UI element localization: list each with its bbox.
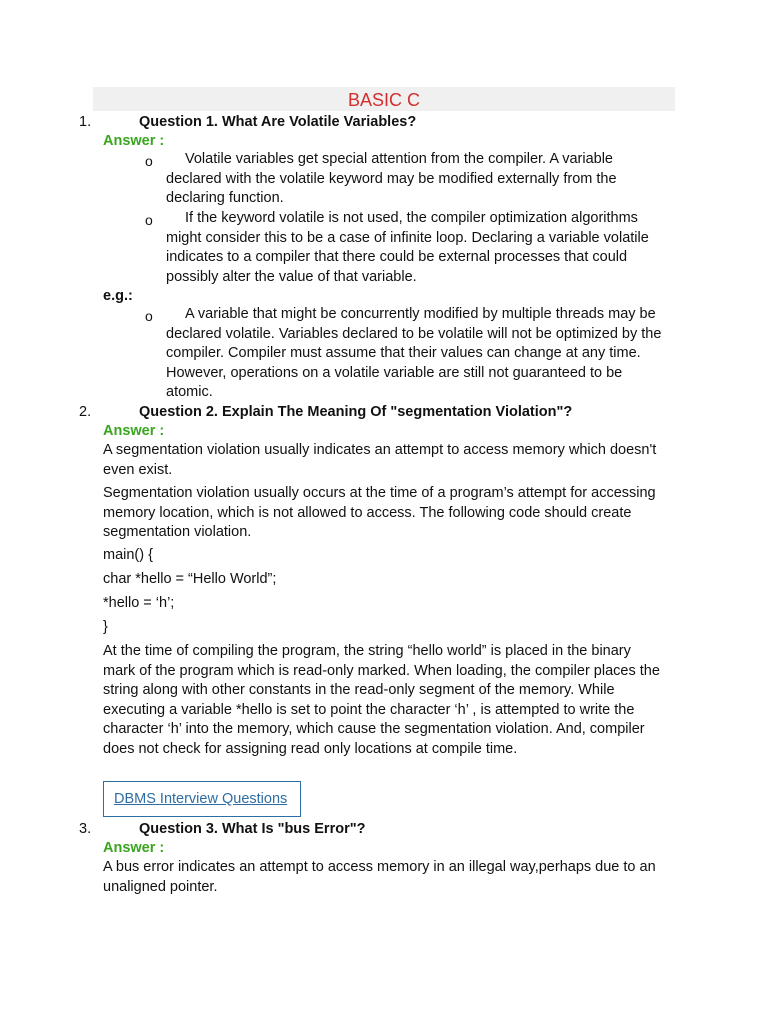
question-text: Question 3. What Is "bus Error"?: [139, 821, 366, 837]
answer-label: Answer :: [103, 423, 165, 439]
question-number: 3.: [79, 821, 92, 837]
question-text: Question 1. What Are Volatile Variables?: [139, 114, 417, 130]
bullet-marker: o: [145, 308, 153, 324]
dbms-interview-questions-link[interactable]: DBMS Interview Questions: [114, 791, 288, 807]
answer-label: Answer :: [103, 840, 165, 856]
bullet-marker: o: [145, 153, 153, 169]
question-2-heading: [0, 402, 768, 422]
answer-label: Answer :: [103, 133, 165, 149]
question-1-heading: [0, 112, 768, 132]
list-item: Volatile variables get special attention from the compiler. A variable declared with the volatile keyword may be modified externally from the declaring function.: [166, 151, 617, 206]
question-number: 1.: [79, 114, 92, 130]
question-number: 2.: [79, 404, 92, 420]
paragraph: A bus error indicates an attempt to access memory in an illegal way,perhaps due to an unaligned pointer.: [103, 859, 656, 895]
code-line: }: [103, 619, 108, 635]
code-line: main() {: [103, 547, 153, 563]
paragraph: A segmentation violation usually indicates an attempt to access memory which doesn't even exist.: [103, 442, 657, 478]
bullet-marker: o: [145, 212, 153, 228]
document-title: BASIC C: [93, 87, 675, 111]
paragraph: At the time of compiling the program, the string “hello world” is placed in the binary mark of the program which is read-only marked. When loading, the compiler places the string along with other constants in the read-only segment of the memory. While executing a variable *hello is set to point the character ‘h’ , is attempted to write the character ‘h’ into the memory, which cause the segmentation violation. And, compiler does not check for assigning read only locations at compile time.: [103, 643, 660, 757]
list-item: If the keyword volatile is not used, the compiler optimization algorithms might consider this to be a case of infinite loop. Declaring a variable volatile indicates to a compiler that there could be external processes that could possibly alter the value of that variable.: [166, 210, 649, 285]
question-text: Question 2. Explain The Meaning Of "segmentation Violation"?: [139, 404, 573, 420]
code-line: *hello = ‘h’;: [103, 595, 175, 611]
list-item: A variable that might be concurrently modified by multiple threads may be declared volatile. Variables declared to be volatile will not be optimized by the compiler. Compiler must assume that their values can change at any time. However, operations on a volatile variable are still not guaranteed to be atomic.: [166, 306, 662, 400]
example-label: e.g.:: [103, 288, 133, 304]
question-3-heading: [0, 819, 768, 839]
related-link-box: [103, 781, 301, 817]
code-line: char *hello = “Hello World”;: [103, 571, 277, 587]
paragraph: Segmentation violation usually occurs at the time of a program’s attempt for accessing memory location, which is not allowed to access. The following code should create segmentation violation.: [103, 485, 656, 540]
